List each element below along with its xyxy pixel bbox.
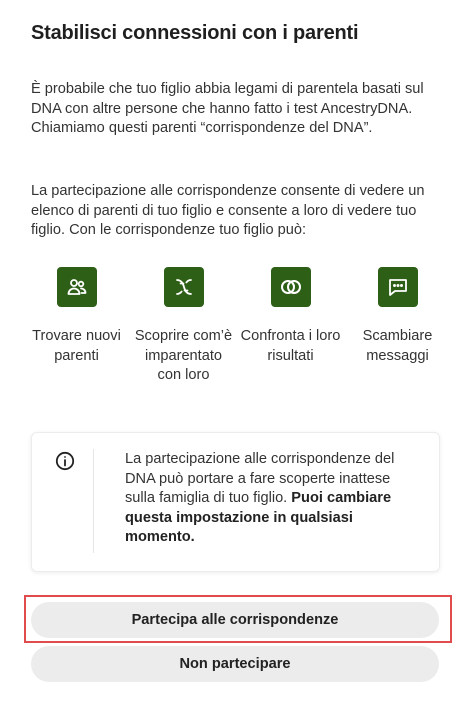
dna-icon	[164, 267, 204, 307]
decline-button[interactable]: Non partecipare	[31, 646, 439, 682]
compare-circles-icon	[271, 267, 311, 307]
info-notice	[31, 432, 440, 572]
people-icon	[57, 267, 97, 307]
notice-text	[125, 450, 421, 548]
join-matches-button[interactable]: Partecipa alle corrispondenze	[31, 602, 439, 638]
feature-compare-results	[237, 267, 344, 386]
notice-bold-message: Puoi cambiare questa impostazione in qualsiasi momento.	[125, 490, 392, 546]
feature-label: Scoprire com’è imparentato con loro	[134, 328, 233, 384]
notice-divider	[93, 449, 94, 553]
feature-find-relatives	[23, 267, 130, 386]
feature-label: Scambiare messaggi	[362, 328, 433, 364]
intro-paragraph-2: La partecipazione alle corrispondenze consente di vedere un elenco di parenti di tuo figlio e consente a loro di vedere tuo figlio. Con le corrispondenze tuo figlio può:	[31, 183, 425, 238]
intro-paragraph-1: È probabile che tuo figlio abbia legami di parentela basati sul DNA con altre persone che hanno fatto i test AncestryDNA. Chiamiamo questi parenti “corrispondenze del DNA”.	[31, 81, 424, 136]
feature-exchange-messages	[344, 267, 451, 386]
message-icon	[378, 267, 418, 307]
info-icon	[55, 451, 75, 471]
notice-message: La partecipazione alle corrispondenze del DNA può portare a fare scoperte inattese sulla famiglia di tuo figlio.	[125, 451, 395, 507]
feature-discover-relation	[130, 267, 237, 386]
feature-list	[23, 267, 451, 386]
feature-label: Trovare nuovi parenti	[32, 328, 121, 364]
feature-label: Confronta i loro risultati	[240, 328, 341, 364]
page-title: Stabilisci connessioni con i parenti	[31, 22, 359, 44]
